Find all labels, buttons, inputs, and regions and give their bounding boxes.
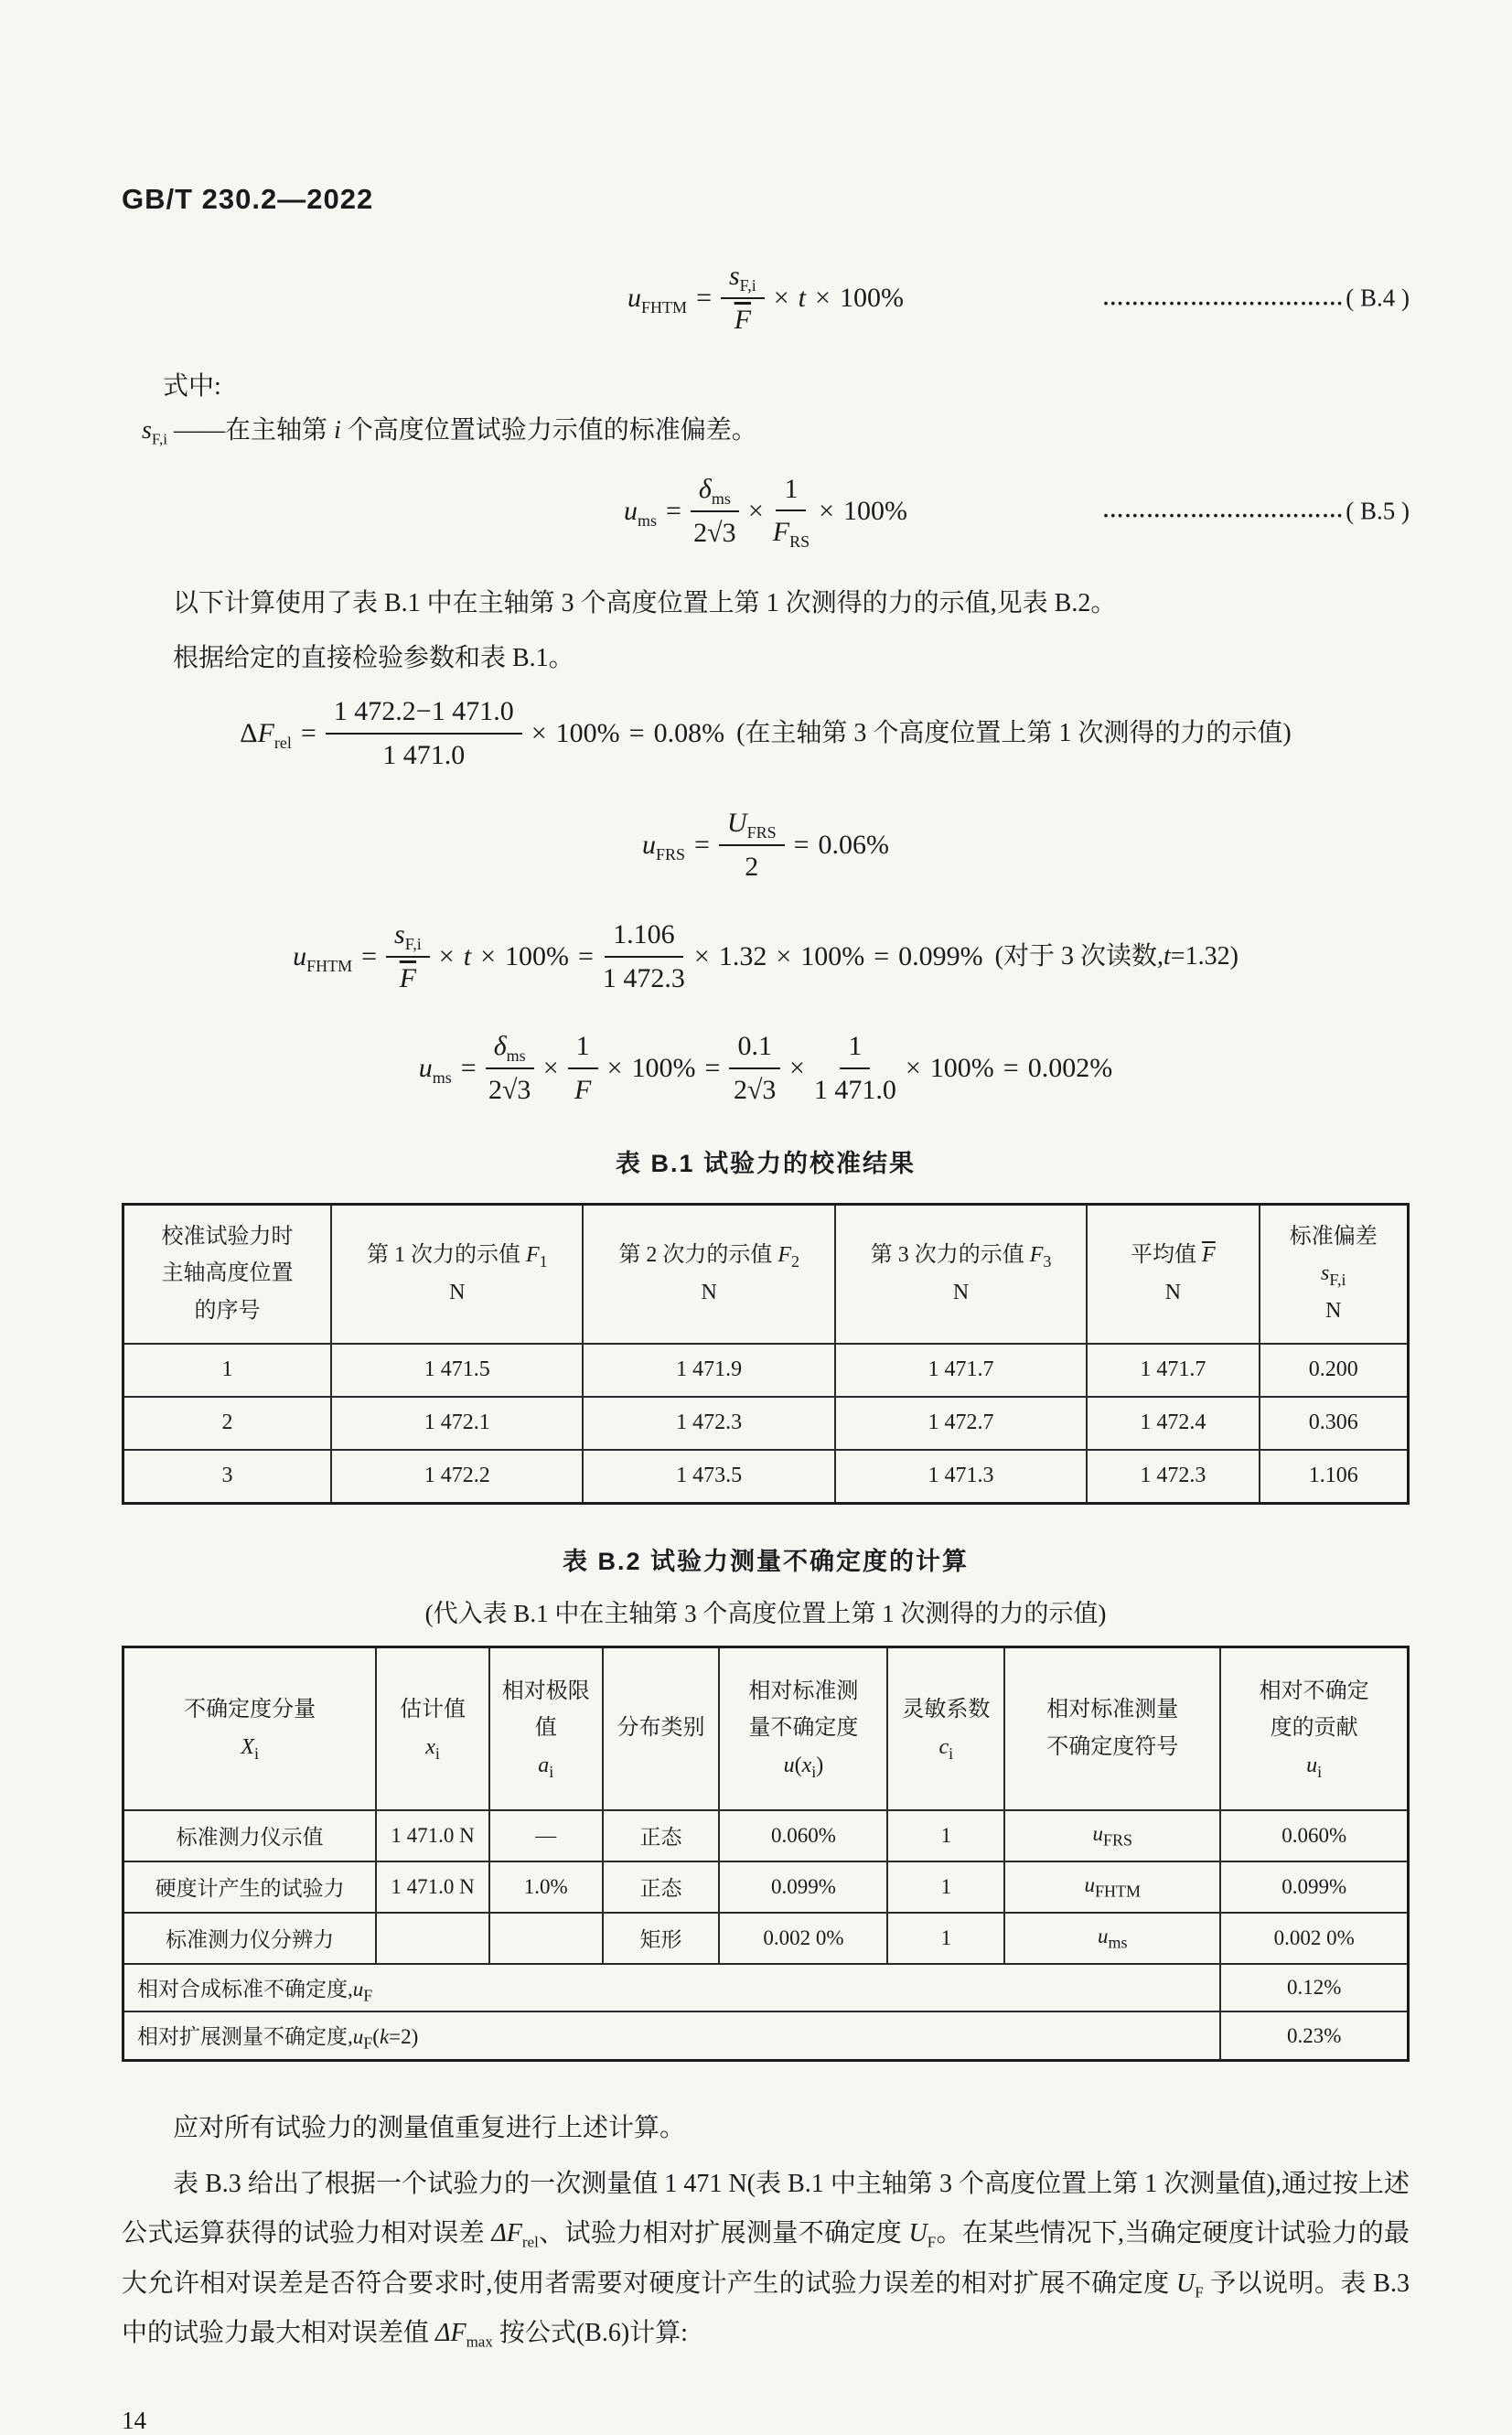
- fraction-denominator: 2: [745, 852, 759, 883]
- fraction: [773, 472, 810, 551]
- fraction-denominator: 2√3: [693, 517, 736, 548]
- table-summary-row: [123, 2011, 1409, 2060]
- equals-sign: =: [693, 830, 710, 861]
- doc-number: GB/T 230.2—2022: [122, 183, 374, 215]
- table-row: [123, 1810, 1409, 1861]
- fraction-denominator: 1 471.0: [813, 1074, 896, 1105]
- table-cell: 1 473.5: [583, 1450, 834, 1504]
- formula-ufhtm: [288, 917, 1243, 996]
- equals-sign: =: [628, 718, 645, 749]
- percent-term: 100%: [504, 941, 569, 972]
- fraction-numerator: $s_{F,i}$: [386, 917, 430, 958]
- b1-header-stddev: 标准偏差 $s_{F,i}$ N: [1260, 1204, 1409, 1344]
- b2-header-symbol: 相对标准测量 不确定度符号: [1004, 1647, 1220, 1810]
- table-cell: 0.060%: [719, 1810, 887, 1861]
- fraction-denominator: F: [734, 305, 752, 336]
- equation-b5-label: [1102, 497, 1410, 525]
- fraction-numerator: $\delta_{ms}$: [486, 1029, 534, 1069]
- table-cell: 1 471.3: [835, 1450, 1087, 1504]
- equals-sign: =: [874, 941, 890, 972]
- paragraph-table-b3: 表 B.3 给出了根据一个试验力的一次测量值 1 471 N(表 B.1 中主轴第 3 个高度位置上第 1 次测量值),通过按上述公式运算获得的试验力相对误差 $\Delta F_{rel}$、试验力相对扩展测量不确定度 $U_F$。在某些情况下,当确定硬度计试验力的最大允许相对误差是否符合要求时,使用者需要对硬度计产生的试验力误差的相对扩展不确定度 $U_F$ 予以说明。表 B.3 中的试验力最大相对误差值 $\Delta F_{max}$ 按公式(B.6)计算:: [122, 2169, 1410, 2351]
- times-sign: ×: [480, 941, 496, 972]
- dotted-leader: ……………………………: [1102, 286, 1345, 309]
- b2-header-rel-std-unc: 相对标准测 量不确定度 $u(x_i)$: [719, 1647, 887, 1810]
- b1-header-f1: 第 1 次力的示值 $F_1$ N: [331, 1204, 583, 1344]
- math-var-ufhtm: $u_{FHTM}$: [293, 940, 353, 975]
- table-cell: 1 471.5: [331, 1344, 583, 1397]
- equals-sign: =: [696, 283, 712, 314]
- table-cell: 1 472.7: [835, 1397, 1087, 1450]
- percent-term: 100%: [800, 941, 865, 972]
- fraction-numerator: 1: [840, 1029, 870, 1069]
- paragraph-repeat-note: 应对所有试验力的测量值重复进行上述计算。: [173, 2113, 686, 2142]
- table-cell: 1.0%: [489, 1861, 603, 1913]
- times-sign: ×: [542, 1053, 559, 1084]
- table-cell: [489, 1913, 603, 1964]
- math-var-uf: $U_F$: [1175, 2269, 1204, 2301]
- symbol-definition-sfi: [142, 410, 1410, 449]
- math-var-dfmax: $\Delta F_{max}$: [435, 2319, 493, 2351]
- result-value: 0.002%: [1027, 1053, 1113, 1084]
- table-cell: 1 471.0 N: [376, 1861, 489, 1913]
- where-label: 式中:: [163, 372, 221, 401]
- math-var-i: i: [334, 416, 341, 445]
- percent-term: 100%: [839, 283, 904, 314]
- times-sign: ×: [819, 495, 835, 526]
- b1-header-f3: 第 3 次力的示值 $F_3$ N: [835, 1204, 1087, 1344]
- factor-value: 1.32: [718, 941, 767, 972]
- table-cell: 1: [887, 1861, 1004, 1913]
- definition-text: 在主轴第: [224, 416, 334, 445]
- table-b2-subtitle: (代入表 B.1 中在主轴第 3 个高度位置上第 1 次测得的力的示值): [424, 1599, 1107, 1627]
- table-cell: 1 472.1: [331, 1397, 583, 1450]
- equation-b5: [122, 467, 1410, 555]
- b2-header-estimate: 估计值 $x_i$: [376, 1647, 489, 1810]
- math-var-dfrel: $\Delta F_{rel}$: [491, 2219, 539, 2251]
- fraction: [326, 694, 522, 772]
- b1-header-mean: 平均值 $\overline{F}$ N: [1087, 1204, 1259, 1344]
- fraction-numerator: 1 472.2−1 471.0: [326, 694, 522, 735]
- table-cell: 3: [123, 1450, 332, 1504]
- times-sign: ×: [776, 941, 792, 972]
- equation-ufhtm: [122, 913, 1410, 1001]
- equation-note: (对于 3 次读数,t=1.32): [994, 942, 1239, 971]
- fraction-denominator: 1 471.0: [382, 739, 466, 770]
- table-cell: 正态: [603, 1861, 720, 1913]
- summary-value: 0.23%: [1220, 2011, 1408, 2060]
- fraction-denominator: 2√3: [488, 1075, 531, 1106]
- fraction: [729, 1029, 780, 1107]
- result-value: 0.08%: [653, 718, 725, 749]
- fraction-denominator: F: [574, 1074, 592, 1105]
- summary-label-combined-uncertainty: 相对合成标准不确定度$,u_F$: [123, 1964, 1221, 2012]
- fraction-numerator: 0.1: [729, 1029, 780, 1069]
- table-b2-title: 表 B.2 试验力测量不确定度的计算: [562, 1547, 970, 1575]
- table-row: [123, 1397, 1409, 1450]
- math-var-ufrs: $u_{FRS}$: [641, 829, 685, 864]
- b2-header-contribution: 相对不确定 度的贡献 $u_i$: [1220, 1647, 1408, 1810]
- table-cell: 0.060%: [1220, 1810, 1408, 1861]
- equals-sign: =: [361, 941, 378, 972]
- table-cell: 硬度计产生的试验力: [123, 1861, 377, 1913]
- table-cell: —: [489, 1810, 603, 1861]
- equation-dfrel: [122, 690, 1410, 778]
- fraction: [603, 917, 685, 995]
- equals-sign: =: [300, 718, 316, 749]
- math-var-ufhtm: $u_{FHTM}$: [627, 283, 688, 316]
- formula-ufrs: [638, 806, 894, 885]
- table-cell: 1 471.9: [583, 1344, 834, 1397]
- percent-term: 100%: [929, 1053, 994, 1084]
- table-cell: 1 472.4: [1087, 1397, 1259, 1450]
- times-sign: ×: [788, 1053, 805, 1084]
- table-cell: $u_{ms}$: [1004, 1913, 1220, 1964]
- fraction-denominator: 2√3: [733, 1074, 777, 1105]
- table-cell: 标准测力仪示值: [123, 1810, 377, 1861]
- equation-ums: [122, 1024, 1410, 1112]
- table-cell: $u_{FHTM}$: [1004, 1861, 1220, 1913]
- equation-number: ( B.4 ): [1346, 284, 1410, 312]
- fraction: [814, 1029, 896, 1107]
- times-sign: ×: [606, 1053, 623, 1084]
- equation-note: (在主轴第 3 个高度位置上第 1 次测得的力的示值): [736, 719, 1292, 748]
- b1-header-f2: 第 2 次力的示值 $F_2$ N: [583, 1204, 834, 1344]
- b2-header-component: 不确定度分量 $X_i$: [123, 1647, 377, 1810]
- times-sign: ×: [693, 941, 710, 972]
- table-cell: $u_{FRS}$: [1004, 1810, 1220, 1861]
- fraction-numerator: 1: [568, 1029, 598, 1069]
- fraction-denominator: $F_{RS}$: [772, 517, 810, 552]
- fraction: [721, 259, 765, 338]
- table-cell: 1: [123, 1344, 332, 1397]
- times-sign: ×: [815, 283, 831, 314]
- table-row: [123, 1450, 1409, 1504]
- times-sign: ×: [531, 718, 547, 749]
- fraction-denominator: 1 472.3: [602, 962, 685, 993]
- fraction-numerator: $U_{FRS}$: [719, 806, 785, 846]
- dotted-leader: ……………………………: [1102, 499, 1345, 522]
- b1-header-position: 校准试验力时 主轴高度位置 的序号: [123, 1204, 332, 1344]
- fraction: [486, 1029, 534, 1108]
- summary-label-expanded-uncertainty: 相对扩展测量不确定度$,u_F(k=2)$: [123, 2011, 1221, 2060]
- equals-sign: =: [577, 941, 594, 972]
- equals-sign: =: [1003, 1053, 1019, 1084]
- equals-sign: =: [704, 1053, 721, 1084]
- fraction: [719, 806, 785, 885]
- equation-number: ( B.5 ): [1346, 497, 1410, 525]
- table-summary-row: [123, 1964, 1409, 2012]
- fraction: [568, 1029, 598, 1107]
- percent-term: 100%: [631, 1053, 696, 1084]
- times-sign: ×: [905, 1053, 921, 1084]
- equals-sign: =: [460, 1053, 477, 1084]
- page-content: [122, 0, 1410, 2435]
- table-row: [123, 1861, 1409, 1913]
- math-var-ums: $u_{ms}$: [623, 495, 657, 530]
- math-var-sfi: $s_{F,i}$: [142, 416, 167, 448]
- math-var-uf: $U_F$: [908, 2219, 937, 2251]
- fraction-numerator: $s_{F,i}$: [721, 259, 765, 299]
- equation-b4: [122, 254, 1410, 342]
- percent-term: 100%: [555, 718, 620, 749]
- times-sign: ×: [438, 941, 455, 972]
- table-b2: [122, 1646, 1410, 2062]
- equals-sign: =: [665, 495, 681, 526]
- table-cell: 0.099%: [719, 1861, 887, 1913]
- table-cell: 标准测力仪分辨力: [123, 1913, 377, 1964]
- table-cell: 1 472.3: [583, 1397, 834, 1450]
- paragraph-intro-2: 根据给定的直接检验参数和表 B.1。: [173, 644, 574, 673]
- formula-b4: [623, 259, 908, 338]
- fraction-denominator: F: [399, 963, 417, 994]
- table-row: [123, 1344, 1409, 1397]
- formula-dfrel: [235, 694, 1295, 772]
- math-var-dfrel: $\Delta F_{rel}$: [240, 717, 292, 752]
- fraction: [386, 917, 430, 996]
- table-cell: 矩形: [603, 1913, 720, 1964]
- table-cell: 1 472.3: [1087, 1450, 1259, 1504]
- fraction-numerator: 1: [776, 472, 806, 512]
- b2-header-distribution: 分布类别: [603, 1647, 720, 1810]
- table-cell: 0.002 0%: [719, 1913, 887, 1964]
- table-b1: [122, 1203, 1410, 1505]
- times-sign: ×: [773, 283, 789, 314]
- fraction-numerator: 1.106: [605, 917, 683, 958]
- table-cell: 正态: [603, 1810, 720, 1861]
- b2-header-limit: 相对极限值 $a_i$: [489, 1647, 603, 1810]
- table-cell: 1 471.7: [835, 1344, 1087, 1397]
- table-cell: 2: [123, 1397, 332, 1450]
- equals-sign: =: [793, 830, 810, 861]
- table-b1-header-row: [123, 1204, 1409, 1344]
- table-cell: 1 471.7: [1087, 1344, 1259, 1397]
- result-value: 0.099%: [898, 941, 983, 972]
- equation-b4-label: [1102, 284, 1410, 313]
- table-cell: 0.200: [1260, 1344, 1409, 1397]
- definition-text: 个高度位置试验力示值的标准偏差。: [340, 416, 757, 445]
- paragraph-intro-1: 以下计算使用了表 B.1 中在主轴第 3 个高度位置上第 1 次测得的力的示值,见表 B.2。: [173, 588, 1117, 617]
- table-cell: 0.002 0%: [1220, 1913, 1408, 1964]
- math-var-t: t: [463, 941, 472, 972]
- table-cell: 1.106: [1260, 1450, 1409, 1504]
- formula-ums: [414, 1029, 1117, 1108]
- result-value: 0.06%: [818, 830, 890, 861]
- fraction: [691, 472, 739, 551]
- percent-term: 100%: [843, 495, 908, 526]
- definition-dash: ——: [166, 416, 225, 445]
- table-cell: 1: [887, 1913, 1004, 1964]
- table-cell: 0.099%: [1220, 1861, 1408, 1913]
- table-b1-title: 表 B.1 试验力的校准结果: [615, 1149, 917, 1177]
- times-sign: ×: [747, 495, 764, 526]
- math-var-ums: $u_{ms}$: [418, 1052, 452, 1087]
- table-cell: [376, 1913, 489, 1964]
- fraction-numerator: $\delta_{ms}$: [691, 472, 739, 512]
- table-cell: 1 472.2: [331, 1450, 583, 1504]
- summary-value: 0.12%: [1220, 1964, 1408, 2012]
- equation-ufrs: [122, 801, 1410, 889]
- table-cell: 1: [887, 1810, 1004, 1861]
- table-b2-header-row: [123, 1647, 1409, 1810]
- math-var-t: t: [798, 283, 807, 314]
- table-cell: 1 471.0 N: [376, 1810, 489, 1861]
- formula-b5: [619, 472, 912, 551]
- table-cell: 0.306: [1260, 1397, 1409, 1450]
- table-row: [123, 1913, 1409, 1964]
- page-number: 14: [122, 2406, 146, 2434]
- b2-header-sensitivity: 灵敏系数 $c_i$: [887, 1647, 1004, 1810]
